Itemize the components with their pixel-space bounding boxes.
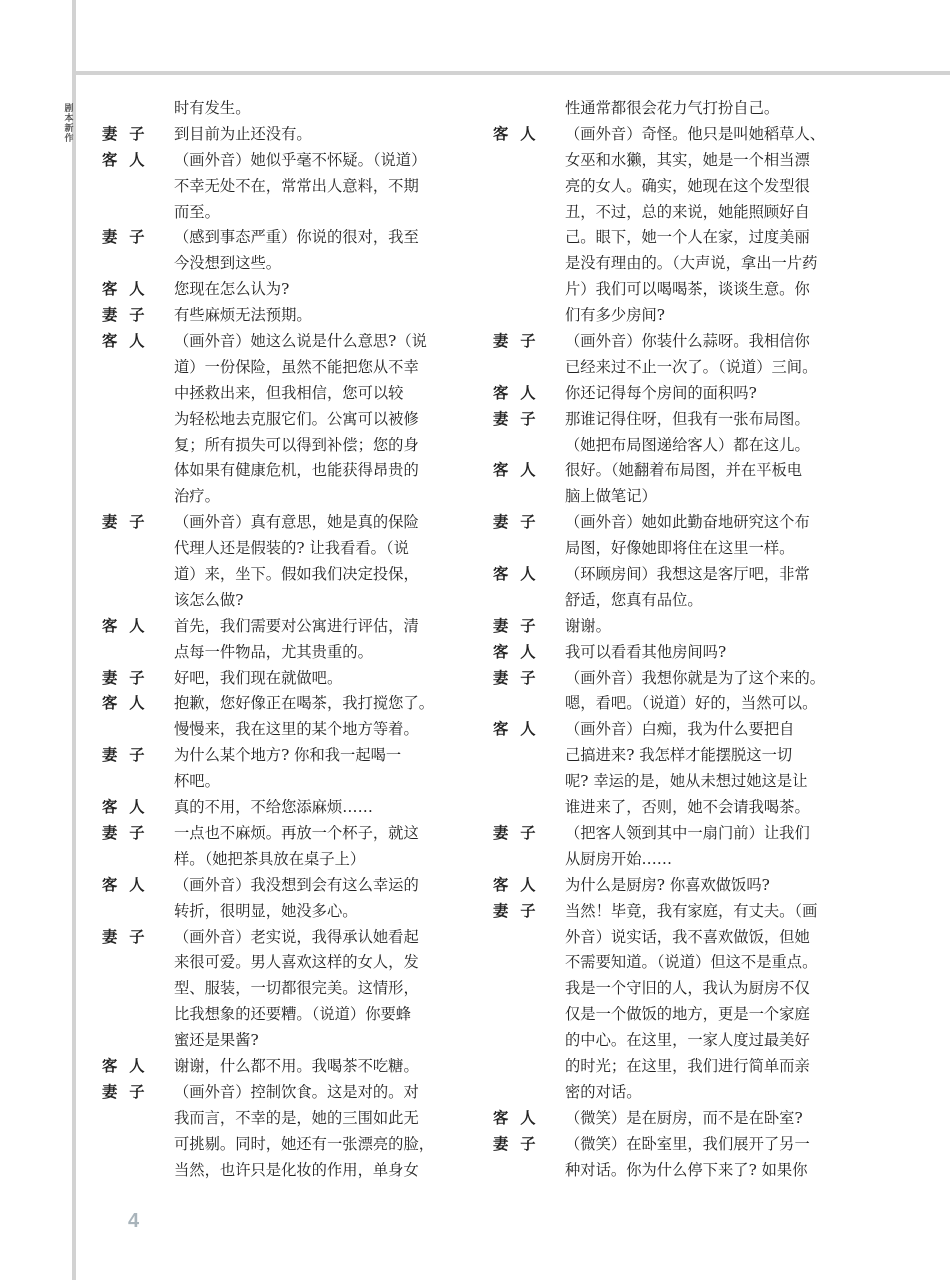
dialogue-text: 杯吧。	[174, 772, 220, 791]
script-line	[102, 329, 427, 355]
script-line	[102, 691, 435, 717]
dialogue-text: 点每一件物品，尤其贵重的。	[174, 642, 373, 661]
speaker-name: 客人	[493, 565, 548, 584]
dialogue-text: （环顾房间）我想这是客厅吧，非常	[565, 565, 810, 584]
script-line	[102, 433, 419, 459]
script-line	[493, 588, 793, 614]
speaker-name: 妻子	[102, 124, 157, 143]
dialogue-text: （她把布局图递给客人）都在这儿。	[565, 435, 810, 454]
dialogue-text: （画外音）她这么说是什么意思?（说	[174, 332, 427, 351]
speaker-name: 妻子	[102, 306, 157, 325]
speaker-name: 客人	[102, 694, 157, 713]
dialogue-text: 种对话。你为什么停下来了? 如果你	[565, 1160, 808, 1179]
dialogue-text: 已经来过不止一次了。（说道）三间。	[565, 357, 818, 376]
dialogue-text: 的中心。在这里，一家人度过最美好	[565, 1031, 810, 1050]
dialogue-text: 今没想到这些。	[174, 254, 282, 273]
speaker-name: 客人	[102, 280, 157, 299]
script-line	[102, 743, 402, 769]
script-line	[102, 976, 419, 1002]
speaker-name: 妻子	[493, 409, 548, 428]
dialogue-text: 很好。（她翻着布局图，并在平板电	[565, 461, 803, 480]
script-line	[102, 1028, 402, 1054]
script-line	[493, 381, 793, 407]
dialogue-text: （画外音）你装什么蒜呀。我相信你	[565, 332, 810, 351]
speaker-name: 妻子	[493, 823, 548, 842]
script-line	[493, 277, 810, 303]
script-line	[493, 666, 826, 692]
script-line	[493, 122, 826, 148]
dialogue-text: （画外音）真有意思，她是真的保险	[174, 513, 419, 532]
script-line	[102, 174, 419, 200]
dialogue-text: 有些麻烦无法预期。	[174, 306, 312, 325]
speaker-name: 客人	[102, 1056, 157, 1075]
speaker-name: 客人	[493, 124, 548, 143]
margin-rule-vertical	[72, 0, 76, 1280]
dialogue-text: 是没有理由的。（大声说，拿出一片药	[565, 254, 818, 273]
script-line	[102, 795, 402, 821]
dialogue-text: 型、服装，一切都很完美。这情形，	[174, 979, 419, 998]
dialogue-text: 我是一个守旧的人，我认为厨房不仅	[565, 979, 810, 998]
dialogue-text: （微笑）在卧室里，我们展开了另一	[565, 1134, 810, 1153]
script-line	[493, 96, 793, 122]
script-line	[102, 847, 402, 873]
script-line	[493, 976, 810, 1002]
script-line	[493, 562, 810, 588]
dialogue-text: 复；所有损失可以得到补偿；您的身	[174, 435, 419, 454]
script-line	[493, 1028, 810, 1054]
script-line	[102, 1002, 412, 1028]
section-label: 剧本新作	[64, 104, 74, 144]
speaker-name: 客人	[493, 720, 548, 739]
left-column	[102, 96, 435, 1183]
script-line	[493, 303, 793, 329]
script-line	[102, 122, 402, 148]
script-line	[102, 225, 419, 251]
speaker-name: 妻子	[102, 1082, 157, 1101]
speaker-name: 客人	[493, 383, 548, 402]
script-line	[493, 484, 793, 510]
dialogue-text: 局图，好像她即将住在这里一样。	[565, 539, 795, 558]
script-line	[493, 1080, 793, 1106]
dialogue-text: 外音）说实话，我不喜欢做饭，但她	[565, 927, 810, 946]
speaker-name: 妻子	[102, 927, 157, 946]
dialogue-text: 到目前为止还没有。	[174, 124, 312, 143]
dialogue-text: 谁进来了，否则，她不会请我喝茶。	[565, 798, 810, 817]
dialogue-text: 代理人还是假装的? 让我看看。（说	[174, 539, 409, 558]
speaker-name: 妻子	[102, 513, 157, 532]
script-line	[493, 691, 818, 717]
script-line	[493, 407, 810, 433]
speaker-name: 客人	[493, 642, 548, 661]
speaker-name: 客人	[493, 875, 548, 894]
script-line	[102, 200, 402, 226]
script-line	[102, 355, 419, 381]
dialogue-text: 密的对话。	[565, 1082, 642, 1101]
script-line	[102, 1158, 419, 1184]
speaker-name: 妻子	[493, 616, 548, 635]
speaker-name: 妻子	[493, 668, 548, 687]
dialogue-text: 片）我们可以喝喝茶，谈谈生意。你	[565, 280, 810, 299]
dialogue-text: 抱歉，您好像正在喝茶，我打搅您了。	[174, 694, 435, 713]
speaker-name: 客人	[102, 332, 157, 351]
script-line	[102, 925, 419, 951]
script-line	[493, 925, 810, 951]
script-line	[102, 562, 419, 588]
dialogue-text: 为什么某个地方? 你和我一起喝一	[174, 746, 402, 765]
speaker-name: 妻子	[493, 901, 548, 920]
script-line	[493, 1054, 810, 1080]
script-line	[102, 1132, 435, 1158]
header-rule	[76, 71, 950, 75]
dialogue-text: 那谁记得住呀，但我有一张布局图。	[565, 409, 810, 428]
dialogue-text: 来很可爱。男人喜欢这样的女人，发	[174, 953, 419, 972]
dialogue-text: 亮的女人。确实，她现在这个发型很	[565, 176, 810, 195]
script-line	[102, 614, 419, 640]
script-line	[493, 1106, 803, 1132]
dialogue-text: 不需要知道。（说道）但这不是重点。	[565, 953, 818, 972]
dialogue-text: （画外音）控制饮食。这是对的。对	[174, 1082, 419, 1101]
dialogue-text: 为轻松地去克服它们。公寓可以被修	[174, 409, 419, 428]
dialogue-text: 您现在怎么认为?	[174, 280, 290, 299]
dialogue-text: 女巫和水獭，其实，她是一个相当漂	[565, 150, 810, 169]
script-line	[493, 640, 793, 666]
dialogue-text: 仅是一个做饭的地方，更是一个家庭	[565, 1005, 810, 1024]
dialogue-text: 一点也不麻烦。再放一个杯子，就这	[174, 823, 419, 842]
script-line	[102, 1054, 419, 1080]
script-line	[102, 381, 402, 407]
speaker-name: 客人	[493, 1108, 548, 1127]
script-line	[493, 148, 810, 174]
script-line	[493, 433, 810, 459]
script-line	[102, 899, 402, 925]
dialogue-text: 舒适，您真有品位。	[565, 590, 703, 609]
dialogue-text: 你还记得每个房间的面积吗?	[565, 383, 757, 402]
dialogue-text: 从厨房开始……	[565, 849, 673, 868]
dialogue-text: 我而言，不幸的是，她的三围如此无	[174, 1108, 419, 1127]
speaker-name: 妻子	[493, 1134, 548, 1153]
script-line	[102, 873, 419, 899]
script-line	[102, 484, 402, 510]
dialogue-text: 该怎么做?	[174, 590, 244, 609]
dialogue-text: 为什么是厨房? 你喜欢做饭吗?	[565, 875, 770, 894]
script-line	[493, 174, 810, 200]
script-line	[493, 743, 793, 769]
dialogue-text: 谢谢，什么都不用。我喝茶不吃糖。	[174, 1056, 419, 1075]
dialogue-text: 慢慢来，我在这里的某个地方等着。	[174, 720, 419, 739]
script-line	[493, 355, 818, 381]
script-line	[493, 873, 793, 899]
script-line	[102, 588, 402, 614]
speaker-name: 妻子	[102, 746, 157, 765]
right-column	[493, 96, 826, 1183]
script-line	[493, 1158, 808, 1184]
dialogue-text: 时有发生。	[174, 99, 251, 117]
script-line	[102, 251, 402, 277]
dialogue-text: （把客人领到其中一扇门前）让我们	[565, 823, 810, 842]
dialogue-text: 样。（她把茶具放在桌子上）	[174, 849, 366, 868]
dialogue-text: 蜜还是果酱?	[174, 1031, 259, 1050]
script-line	[102, 148, 427, 174]
page-number: 4	[128, 1210, 140, 1232]
script-line	[102, 536, 409, 562]
script-line	[102, 640, 402, 666]
dialogue-text: （画外音）奇怪。他只是叫她稻草人、	[565, 124, 826, 143]
script-line	[493, 458, 803, 484]
speaker-name: 妻子	[102, 668, 157, 687]
script-line	[102, 303, 402, 329]
script-line	[493, 200, 810, 226]
dialogue-text: （画外音）她如此勤奋地研究这个布	[565, 513, 810, 532]
speaker-name: 客人	[102, 616, 157, 635]
dialogue-text: 己搞进来? 我怎样才能摆脱这一切	[565, 746, 793, 765]
dialogue-text: 当然！毕竟，我有家庭，有丈夫。（画	[565, 901, 818, 920]
script-line	[493, 536, 793, 562]
dialogue-text: 当然，也许只是化妆的作用，单身女	[174, 1160, 419, 1179]
speaker-name: 妻子	[102, 228, 157, 247]
script-line	[102, 1106, 419, 1132]
script-line	[102, 407, 419, 433]
script-line	[102, 277, 402, 303]
dialogue-text: 脑上做笔记）	[565, 487, 657, 506]
script-line	[493, 1002, 810, 1028]
script-line	[102, 950, 419, 976]
dialogue-text: （画外音）老实说，我得承认她看起	[174, 927, 419, 946]
speaker-name: 客人	[102, 150, 157, 169]
script-line	[102, 96, 402, 122]
script-line	[493, 329, 810, 355]
dialogue-text: 治疗。	[174, 487, 220, 506]
script-line	[493, 769, 808, 795]
script-line	[493, 614, 793, 640]
dialogue-text: 转折，很明显，她没多心。	[174, 901, 358, 920]
script-line	[493, 1132, 810, 1158]
dialogue-text: 比我想象的还要糟。（说道）你要蜂	[174, 1005, 412, 1024]
dialogue-text: （微笑）是在厨房，而不是在卧室?	[565, 1108, 803, 1127]
script-line	[493, 717, 793, 743]
script-line	[102, 821, 419, 847]
script-line	[102, 717, 419, 743]
dialogue-text: 中拯救出来，但我相信，您可以较	[174, 383, 404, 402]
dialogue-text: 呢? 幸运的是，她从未想过她这是让	[565, 772, 808, 791]
dialogue-text: （画外音）我没想到会有这么幸运的	[174, 875, 419, 894]
speaker-name: 客人	[102, 875, 157, 894]
dialogue-text: 们有多少房间?	[565, 306, 665, 325]
dialogue-text: 谢谢。	[565, 616, 611, 635]
dialogue-text: 而至。	[174, 202, 220, 221]
script-line	[493, 899, 818, 925]
script-line	[493, 225, 810, 251]
speaker-name: 客人	[493, 461, 548, 480]
dialogue-text: 道）一份保险，虽然不能把您从不幸	[174, 357, 419, 376]
script-line	[493, 950, 818, 976]
dialogue-text: 的时光；在这里，我们进行简单而亲	[565, 1056, 810, 1075]
script-line	[102, 510, 419, 536]
speaker-name: 妻子	[493, 332, 548, 351]
script-line	[102, 1080, 419, 1106]
speaker-name: 客人	[102, 798, 157, 817]
script-line	[102, 458, 419, 484]
speaker-name: 妻子	[493, 513, 548, 532]
speaker-name: 妻子	[102, 823, 157, 842]
script-line	[102, 769, 402, 795]
dialogue-text: 嗯，看吧。（说道）好的，当然可以。	[565, 694, 818, 713]
dialogue-text: （感到事态严重）你说的很对，我至	[174, 228, 419, 247]
dialogue-text: （画外音）她似乎毫不怀疑。（说道）	[174, 150, 427, 169]
script-line	[493, 795, 810, 821]
script-line	[493, 251, 818, 277]
dialogue-text: 道）来，坐下。假如我们决定投保，	[174, 565, 419, 584]
dialogue-text: 我可以看看其他房间吗?	[565, 642, 727, 661]
dialogue-text: 不幸无处不在，常常出人意料，不期	[174, 176, 419, 195]
dialogue-text: 真的不用，不给您添麻烦……	[174, 798, 373, 817]
script-line	[493, 821, 810, 847]
dialogue-text: 己。眼下，她一个人在家，过度美丽	[565, 228, 810, 247]
script-line	[493, 847, 793, 873]
dialogue-text: 好吧，我们现在就做吧。	[174, 668, 343, 687]
script-line	[493, 510, 810, 536]
dialogue-text: （画外音）我想你就是为了这个来的。	[565, 668, 826, 687]
dialogue-text: 丑，不过，总的来说，她能照顾好自	[565, 202, 810, 221]
dialogue-text: 体如果有健康危机，也能获得昂贵的	[174, 461, 419, 480]
dialogue-text: 性通常都很会花力气打扮自己。	[565, 99, 780, 117]
dialogue-text: 首先，我们需要对公寓进行评估，清	[174, 616, 419, 635]
dialogue-text: （画外音）白痴，我为什么要把自	[565, 720, 795, 739]
dialogue-text: 可挑剔。同时，她还有一张漂亮的脸，	[174, 1134, 435, 1153]
script-line	[102, 666, 402, 692]
